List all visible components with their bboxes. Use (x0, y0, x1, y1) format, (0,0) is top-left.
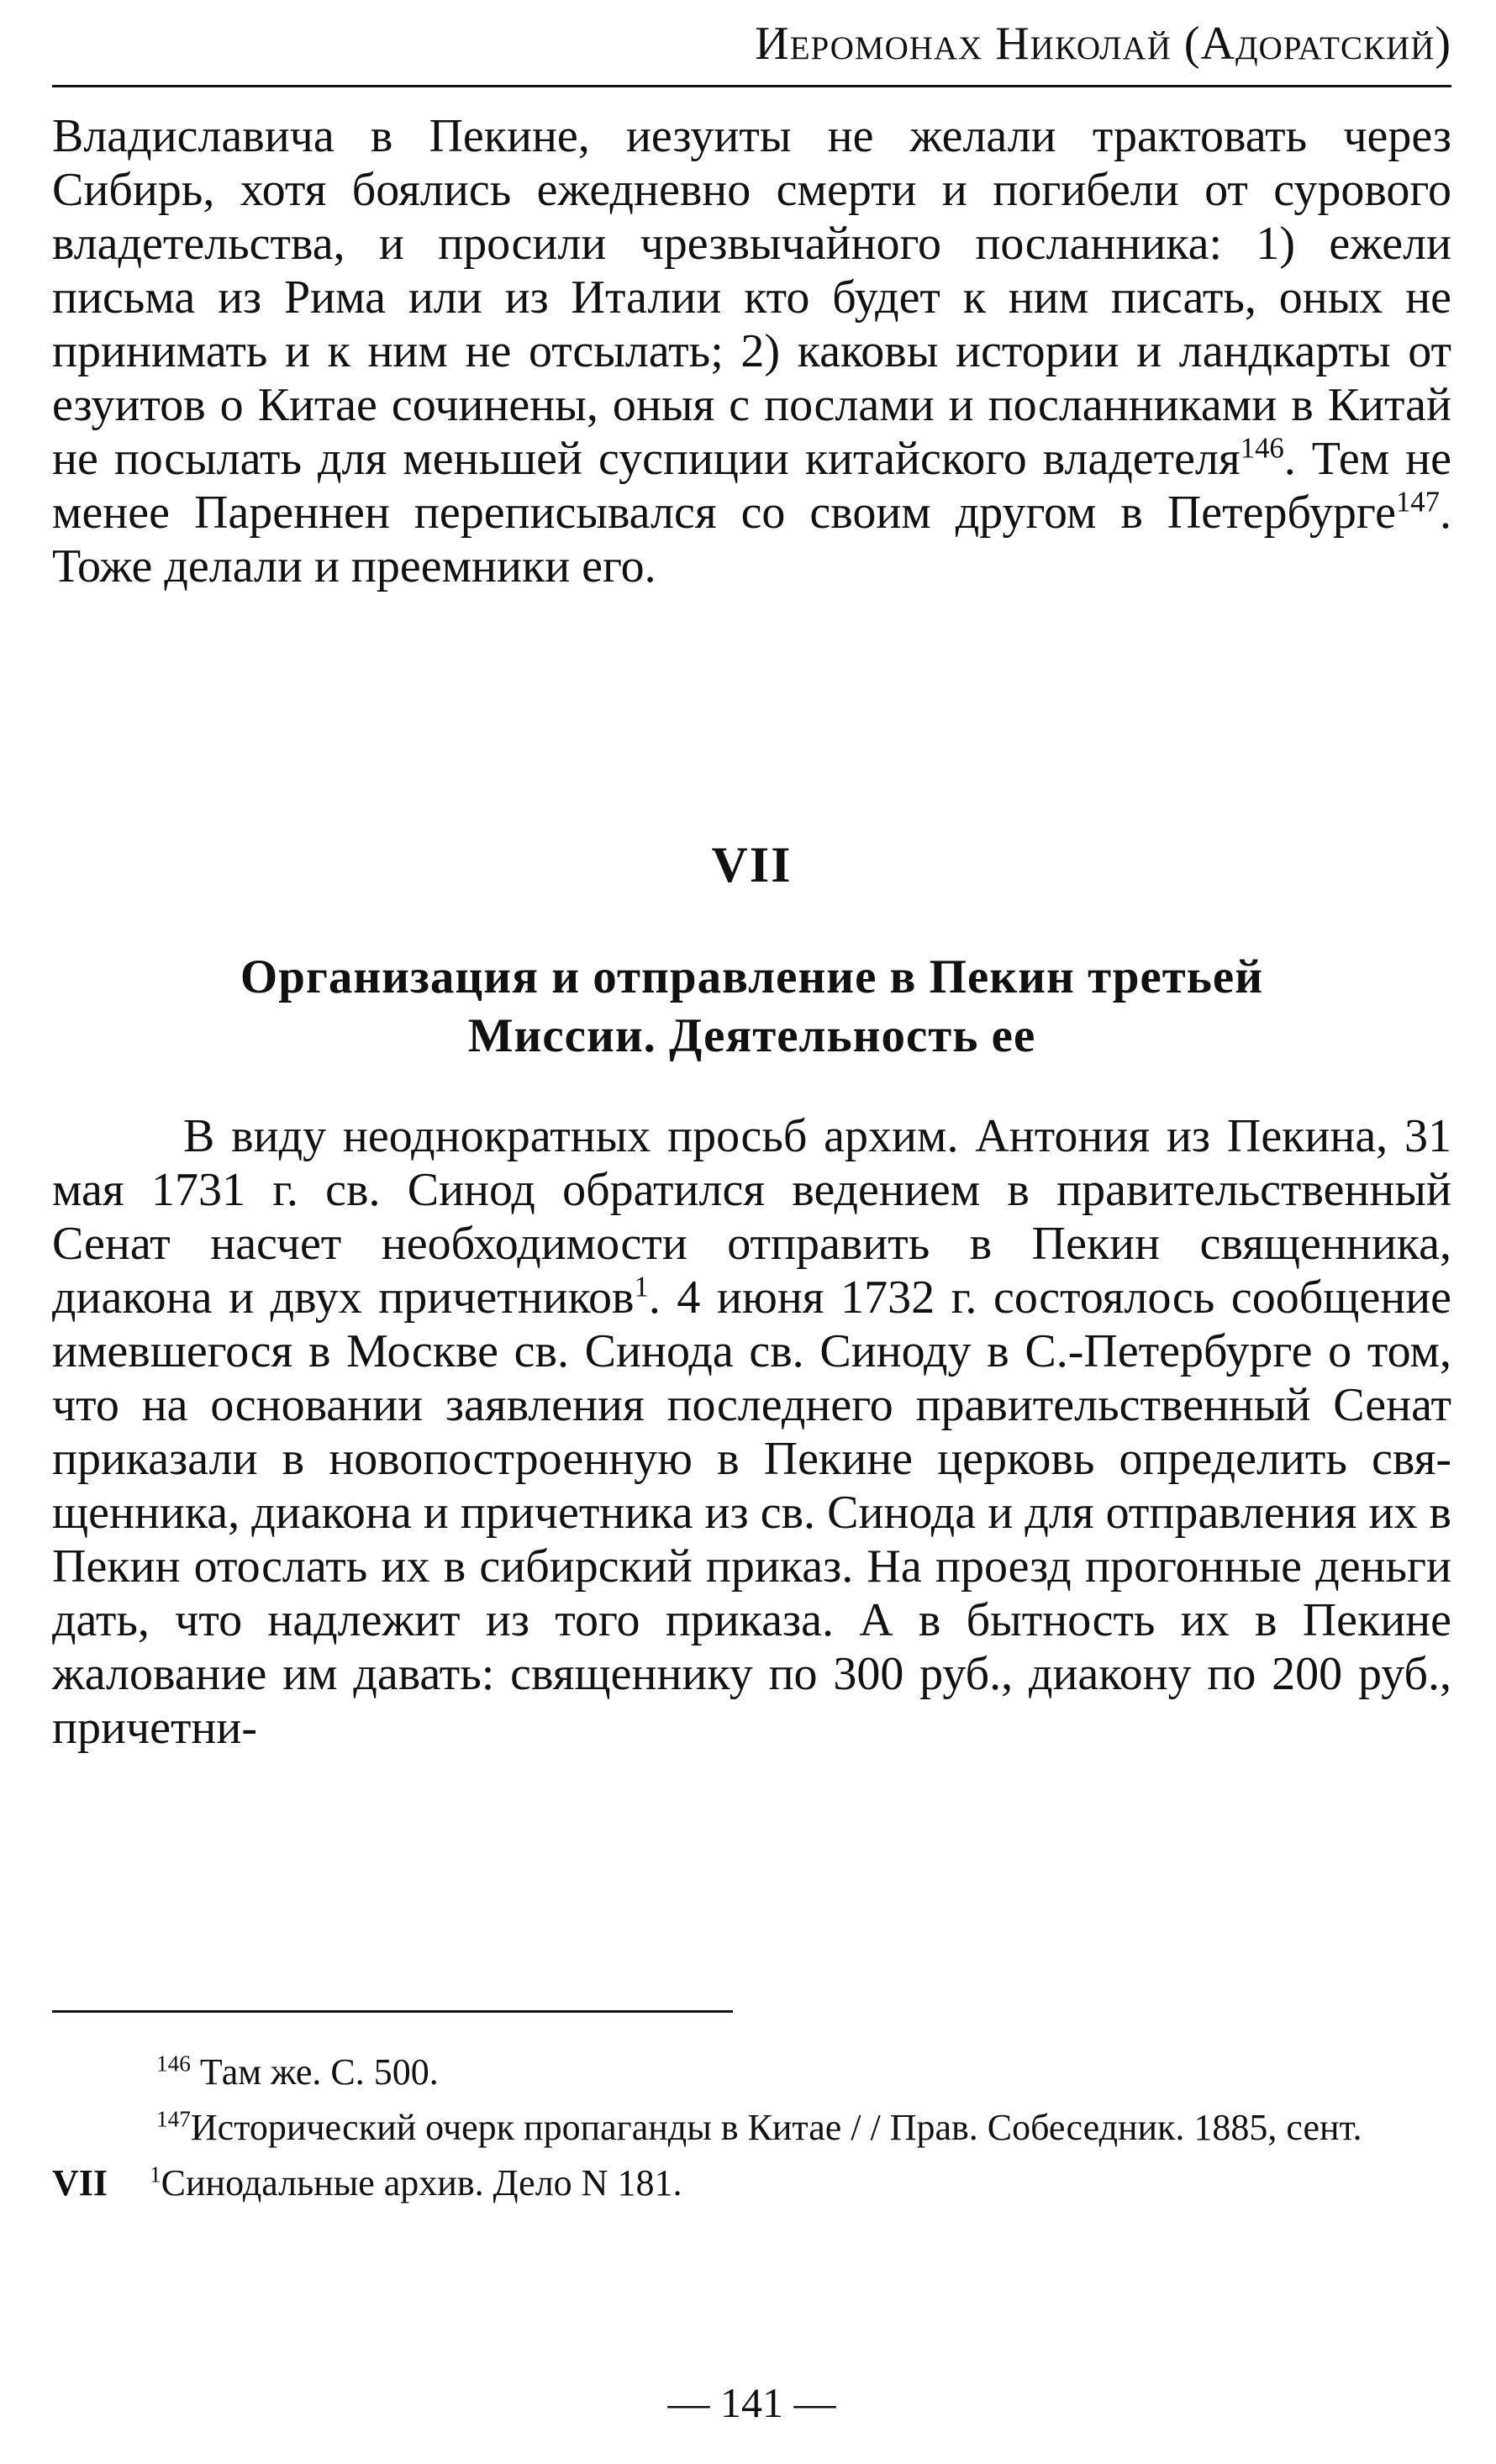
paragraph-2-text-a: В виду неоднократных просьб архим. Антония из Пекина, 31 мая 1731 г. св. Синод обратился ведением в правительственный Сенат насчет необходимости отправить в Пекин священника, диакона и двух причетников (52, 1110, 1451, 1324)
footnote-section-label: VII (52, 2162, 108, 2203)
paragraph-2-text-b: . 4 июня 1732 г. состоялось сообщение имевшегося в Москве св. Синода св. Синоду в С.-Петербурге о том, что на основании заявления последнего правительственный Сенат приказали в новопостроенную в Пекине церковь определить священника, диакона и причетника из св. Синода и для отправления их в Пекин отослать их в сибирский приказ. На проезд прогонные деньги дать, что надлежит из того приказа. А в бытность их в Пекине жалование им давать: священнику по 300 руб., диакону по 200 руб., причетни- (52, 1271, 1451, 1754)
section-title-line-1: Организация и отправление в Пекин третьей (240, 950, 1264, 1003)
footnote-vii-1 (52, 2160, 1451, 2207)
footnote-rule (52, 2010, 733, 2013)
book-page (52, 0, 1451, 2464)
header-rule (52, 85, 1451, 87)
paragraph-1-text-a: Владиславича в Пекине, иезуиты не желали трактовать через Сибирь, хотя боялись ежедневно смерти и погибели от сурового владетельства, и просили чрезвычайного посланника: 1) ежели письма из Рима или из Италии кто будет к ним писать, оных не принимать и к ним не отсылать; 2) каковы истории и ландкарты от езуитов о Китае сочинены, оныя с послами и посланниками в Китай не посылать для меньшей суспиции китайского владетеля (52, 110, 1451, 485)
footnote-ref-147[interactable]: 147 (1395, 485, 1440, 519)
footnote-number: 147 (156, 2106, 191, 2132)
paragraph-1-text-c: . Тоже делали и преемники его. (52, 487, 1451, 592)
section-number: VII (711, 837, 793, 892)
footnote-text: Исторический очерк пропаганды в Китае / / Прав. Собеседник. 1885, сент. (190, 2107, 1362, 2148)
footnote-ref-146[interactable]: 146 (1240, 431, 1284, 465)
footnote-ref-1[interactable]: 1 (634, 1270, 649, 1303)
footnote-146 (52, 2049, 1451, 2096)
footnote-text: Синодальные архив. Дело N 181. (161, 2162, 682, 2203)
section-title-line-2: Миссии. Деятельность ее (467, 1009, 1036, 1062)
paragraph-1 (52, 109, 1451, 593)
paragraph-2 (52, 1109, 1451, 1755)
running-head: Иеромонах Николай (Адоратский) (755, 18, 1451, 70)
footnote-text: Там же. С. 500. (199, 2051, 439, 2093)
footnote-147 (52, 2104, 1451, 2151)
footnotes (52, 2049, 1451, 2215)
footnote-number: 1 (150, 2161, 161, 2188)
footnote-number: 146 (156, 2051, 191, 2077)
paragraph-1-text-b: . Тем не менее Пареннен переписывался со своим другом в Петербурге (52, 433, 1451, 539)
section-title (103, 948, 1401, 1066)
page-number: — 141 — (667, 2379, 836, 2426)
